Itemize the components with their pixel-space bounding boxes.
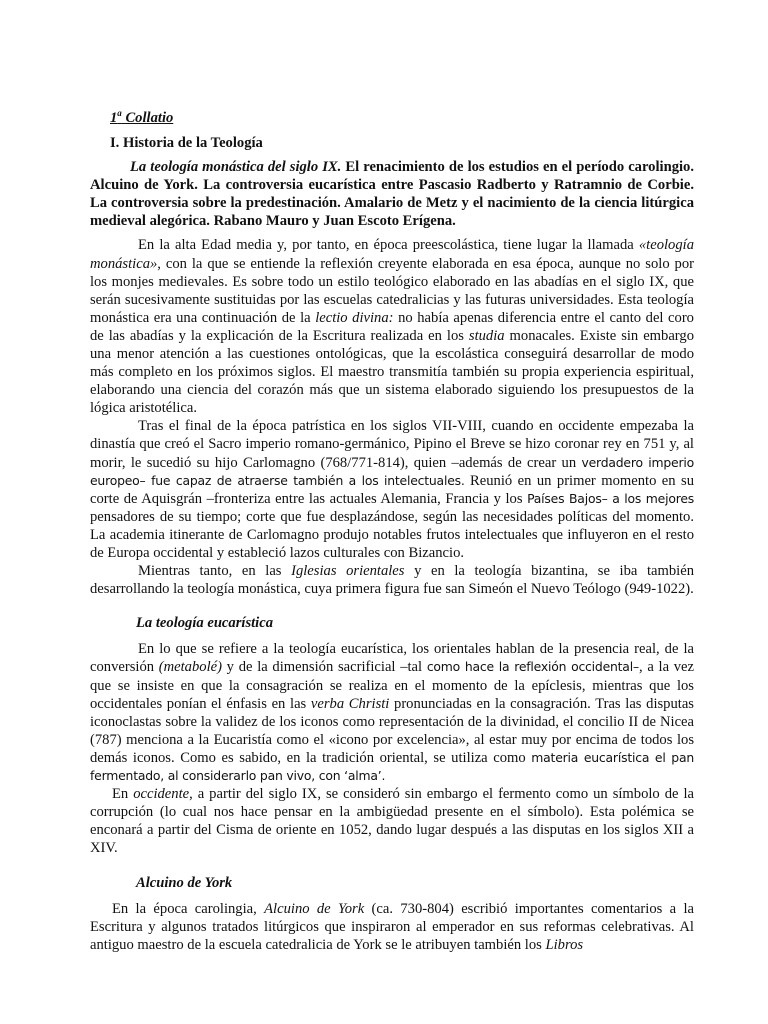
section-summary: La teología monástica del siglo IX. El renacimiento de los estudios en el período carolingio. Alcuino de York. La controversia eucarística entre Pascasio Radberto y Ratramnio de Corbie. La controversia sobre la predestinación. Amalario de Metz y el nacimiento de la ciencia litúrgica medieval alegórica. Rabano Mauro y Juan Escoto Erígena. <box>90 159 694 230</box>
paragraph-alcuin: En la época carolingia, Alcuino de York (ca. 730-804) escribió importantes comentarios a la Escritura y algunos tratados litúrgicos que inspiraron al emperador en sus reformas celebrativas. Al antiguo maestro de la escuela catedralicia de York se le atribuyen también los Libros <box>90 900 694 953</box>
subheading-eucharistic-theology: La teología eucarística <box>136 615 274 632</box>
paragraph-monastic-theology: En la alta Edad media y, por tanto, en época preescolástica, tiene lugar la llamada «teología monástica», con la que se entiende la reflexión creyente elaborada en esa época, aunque no solo por los monjes medievales. Es sobre todo un estilo teológico elaborado en las abadías en el siglo IX, que serán sucesivamente sustituidas por las escuelas catedralicias y las futuras universidades. Esta teología monástica era una continuación de la lectio divina: no había apenas diferencia entre el canto del coro de las abadías y la explicación de la Escritura realizada en los studia monacales. Existe sin embargo una menor atención a las cuestiones ontológicas, que la escolástica conseguirá desarrollar de modo más completo en los próximos siglos. El maestro transmitía también su propia experiencia espiritual, elaborando una ciencia del corazón más que un sistema elaborado siguiendo los presupuestos de la lógica aristotélica. <box>90 237 694 417</box>
document-body <box>90 104 694 954</box>
paragraph-eastern-churches: Mientras tanto, en las Iglesias orientales y en la teología bizantina, se iba también desarrollando la teología monástica, cuya primera figura fue san Simeón el Nuevo Teólogo (949-1022). <box>90 563 694 598</box>
collatio-heading: 1$^a$ Collatio <box>110 108 174 126</box>
paragraph-eucharistic: En lo que se refiere a la teología eucarística, los orientales hablan de la presencia real, de la conversión (metabolé) y de la dimensión sacrificial –tal como hace la reflexión occidental–, a la vez que se insiste en que la consagración se realiza en el momento de la epíclesis, mientras que los occidentales ponían el énfasis en las verba Christi pronunciadas en la consagración. Tras las disputas iconoclastas sobre la validez de los iconos como representación de la divinidad, el concilio II de Nicea (787) menciona a la Eucaristía como el «icono por excelencia», al estar muy por encima de todos los demás iconos. Como es sabido, en la tradición oriental, se utiliza como materia eucarística el pan fermentado, al considerarlo pan vivo, con ‘alma’. <box>90 641 695 784</box>
paragraph-carolingian: Tras el final de la época patrística en los siglos VII-VIII, cuando en occidente empezaba la dinastía que creó el Sacro imperio romano-germánico, Pipino el Breve se hizo coronar rey en 751 y, al morir, le sucedió su hijo Carlomagno (768/771-814), quien –además de crear un verdadero imperio europeo– fue capaz de atraerse también a los intelectuales. Reunió en un primer momento en su corte de Aquisgrán –fronteriza entre las actuales Alemania, Francia y los Países Bajos– a los mejores pensadores de su tiempo; corte que fue desplazándose, según las necesidades políticas del momento. La academia itinerante de Carlomagno produjo notables frutos intelectuales que influyeron en el resto de Europa occidental y estableció lazos culturales con Bizancio. <box>90 418 694 562</box>
subheading-alcuin: Alcuino de York <box>136 874 233 891</box>
paragraph-west-ferment: En occidente, a partir del siglo IX, se consideró sin embargo el fermento como un símbolo de la corrupción (lo cual nos hace pensar en la ambigüedad presente en el símbolo). Esta polémica se enconará a partir del Cisma de oriente en 1052, dando lugar después a las disputas en los siglos XII a XIV. <box>90 786 694 857</box>
section-title: I. Historia de la Teología <box>110 134 263 151</box>
